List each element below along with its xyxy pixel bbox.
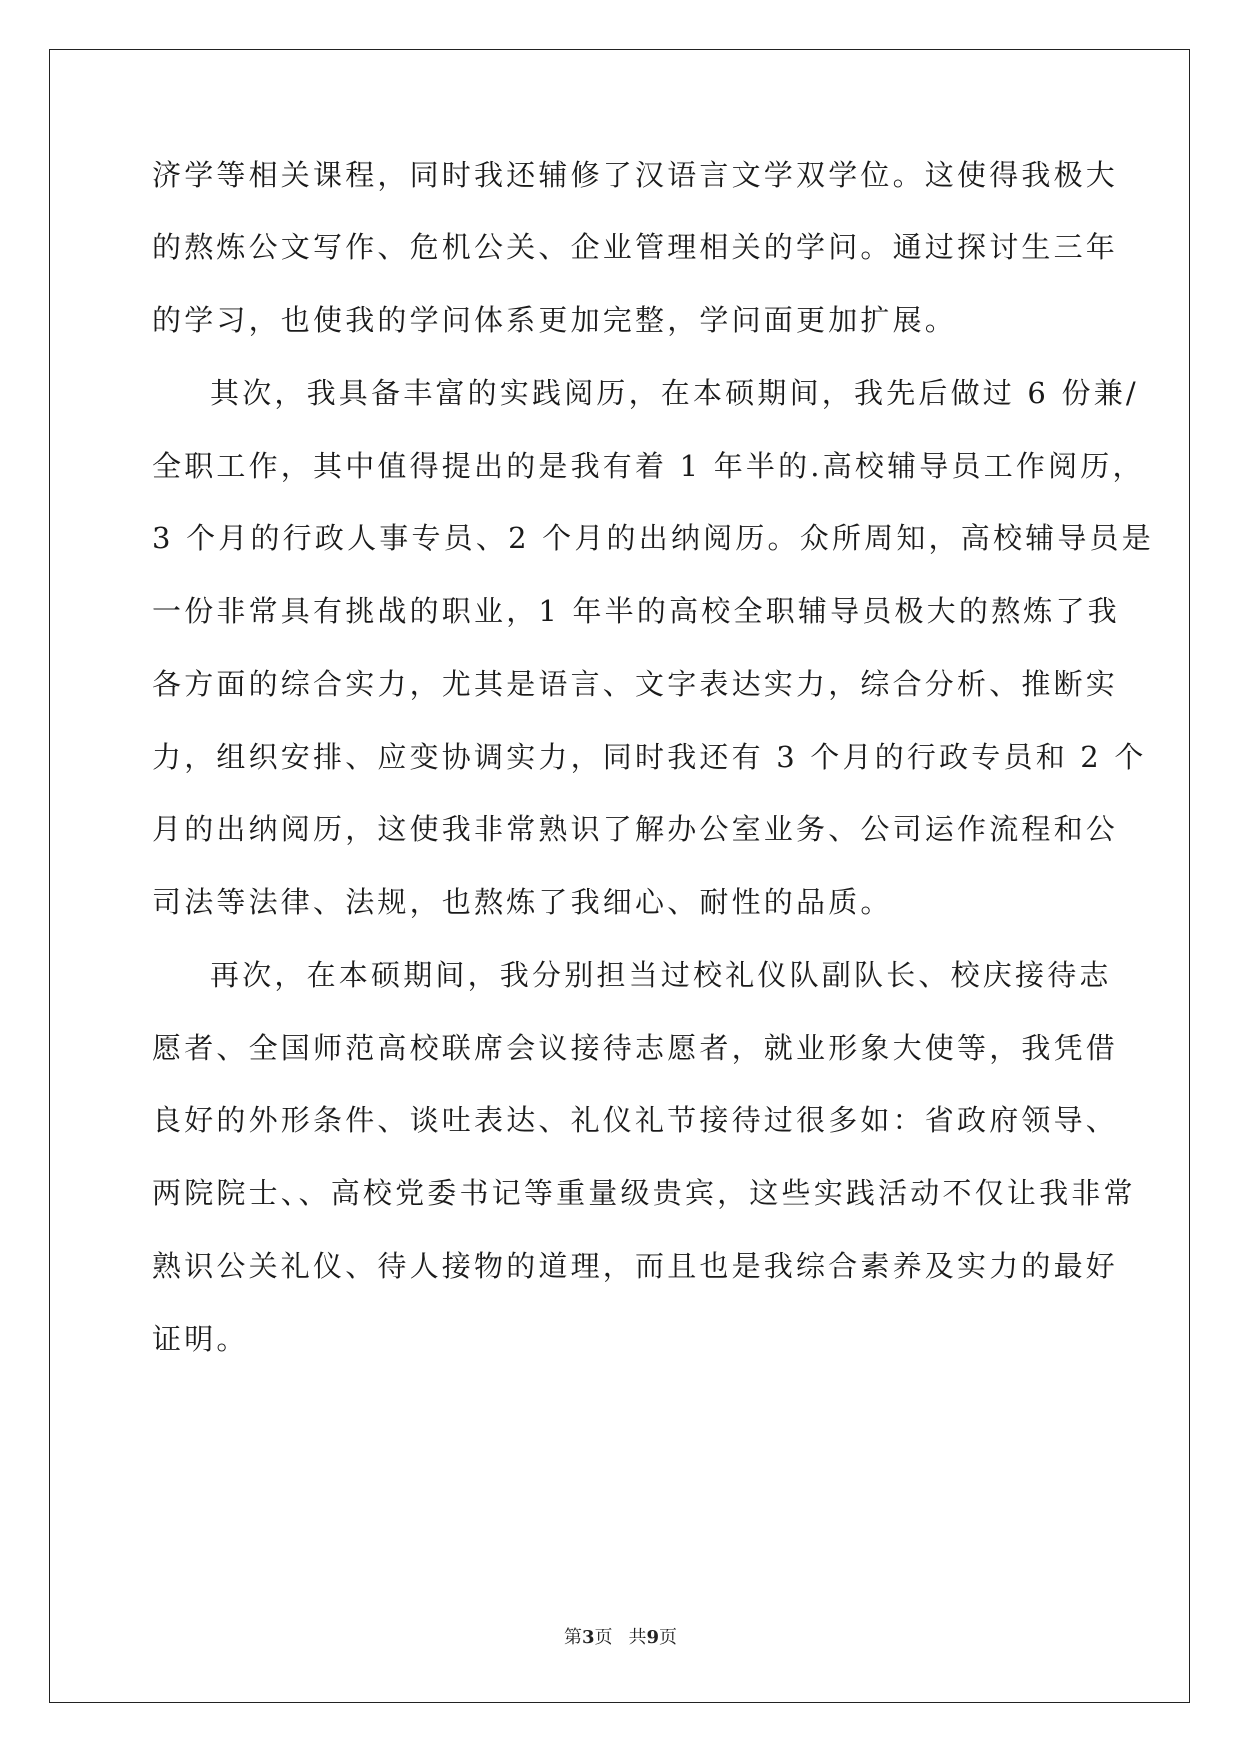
footer-page-current: 3 xyxy=(581,1627,595,1648)
body-line: 全职工作，其中值得提出的是我有着 1 年半的.高校辅导员工作阅历， xyxy=(152,449,1145,483)
footer-page-prefix: 第 xyxy=(563,1627,582,1648)
footer-page-total: 9 xyxy=(646,1627,660,1648)
body-line: 再次，在本硕期间，我分别担当过校礼仪队副队长、校庆接待志 xyxy=(210,958,1112,992)
page-border xyxy=(49,49,1190,1703)
footer-page-suffix: 页 xyxy=(594,1627,613,1648)
body-line: 其次，我具备丰富的实践阅历，在本硕期间，我先后做过 6 份兼/ xyxy=(210,376,1139,410)
body-line: 力，组织安排、应变协调实力，同时我还有 3 个月的行政专员和 2 个 xyxy=(152,740,1147,774)
body-line: 济学等相关课程，同时我还辅修了汉语言文学双学位。这使得我极大 xyxy=(152,158,1119,192)
body-line: 月的出纳阅历，这使我非常熟识了解办公室业务、公司运作流程和公 xyxy=(152,812,1119,846)
body-line: 的学习，也使我的学问体系更加完整，学问面更加扩展。 xyxy=(152,303,958,337)
body-line: 良好的外形条件、谈吐表达、礼仪礼节接待过很多如：省政府领导、 xyxy=(152,1103,1119,1137)
body-line: 的熬炼公文写作、危机公关、企业管理相关的学问。通过探讨生三年 xyxy=(152,230,1119,264)
body-line: 熟识公关礼仪、待人接物的道理，而且也是我综合素养及实力的最好 xyxy=(152,1249,1119,1283)
body-line: 司法等法律、法规，也熬炼了我细心、耐性的品质。 xyxy=(152,885,893,919)
body-line: 两院院士、、高校党委书记等重量级贵宾，这些实践活动不仅让我非常 xyxy=(152,1176,1136,1210)
body-line: 3 个月的行政人事专员、2 个月的出纳阅历。众所周知，高校辅导员是 xyxy=(152,521,1154,555)
body-line: 各方面的综合实力，尤其是语言、文字表达实力，综合分析、推断实 xyxy=(152,667,1119,701)
page-footer xyxy=(0,1627,1241,1649)
body-line: 证明。 xyxy=(152,1322,249,1356)
footer-total-prefix: 共 xyxy=(628,1627,647,1648)
footer-total-suffix: 页 xyxy=(659,1627,678,1648)
body-line: 愿者、全国师范高校联席会议接待志愿者，就业形象大使等，我凭借 xyxy=(152,1031,1119,1065)
body-line: 一份非常具有挑战的职业，1 年半的高校全职辅导员极大的熬炼了我 xyxy=(152,594,1120,628)
